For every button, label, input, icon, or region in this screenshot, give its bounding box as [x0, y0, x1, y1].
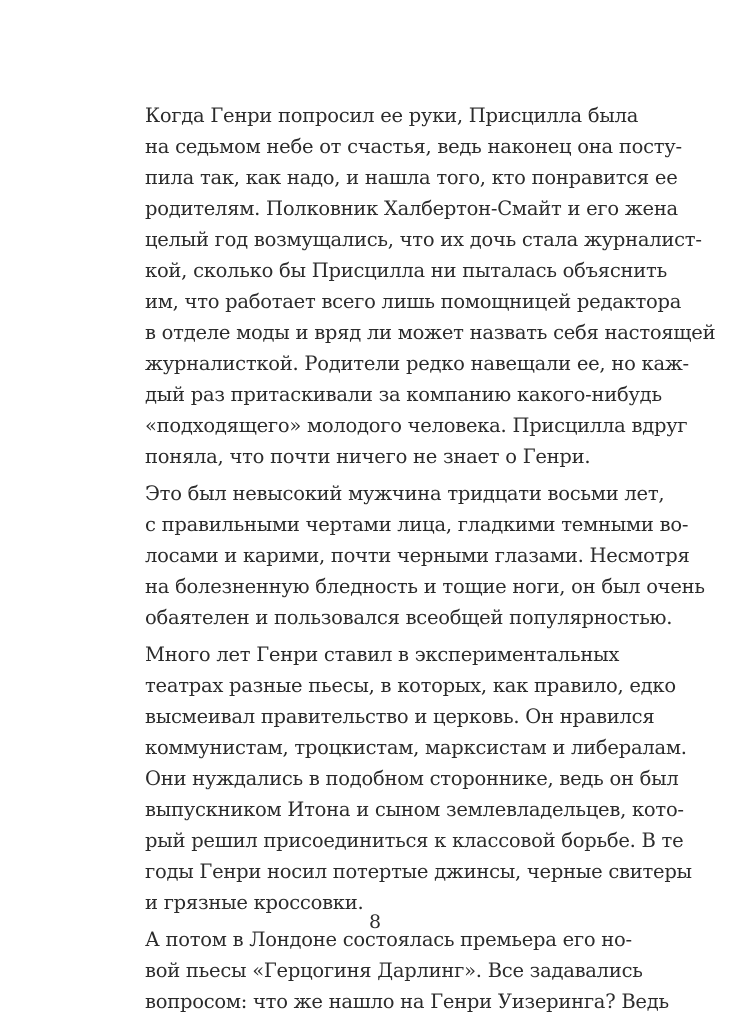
paragraph — [145, 100, 716, 472]
text-line: пила так, как надо, и нашла того, кто понравится ее — [145, 166, 678, 189]
text-line: Это был невысокий мужчина тридцати восьми лет, — [145, 482, 665, 505]
text-line: рый решил присоединиться к классовой борьбе. В те — [145, 829, 684, 852]
text-line: с правильными чертами лица, гладкими темными во- — [145, 513, 689, 536]
text-line: им, что работает всего лишь помощницей редактора — [145, 290, 682, 313]
text-line: коммунистам, троцкистам, марксистам и либералам. — [145, 736, 687, 759]
text-line: на седьмом небе от счастья, ведь наконец она посту- — [145, 135, 682, 158]
text-line: годы Генри носил потертые джинсы, черные свитеры — [145, 860, 692, 883]
text-line: вопросом: что же нашло на Генри Уизеринга? Ведь — [145, 990, 669, 1013]
text-line: лосами и карими, почти черными глазами. Несмотря — [145, 544, 690, 567]
text-line: обаятелен и пользовался всеобщей популярностью. — [145, 606, 673, 629]
text-line: дый раз притаскивали за компанию какого-нибудь — [145, 383, 662, 406]
paragraph — [145, 478, 705, 633]
text-line: кой, сколько бы Присцилла ни пыталась объяснить — [145, 259, 667, 282]
text-line: поняла, что почти ничего не знает о Генри. — [145, 445, 591, 468]
paragraph — [145, 639, 692, 918]
text-line: А потом в Лондоне состоялась премьера его но- — [145, 928, 632, 951]
text-line: вой пьесы «Герцогиня Дарлинг». Все задавались — [145, 959, 643, 982]
paragraph — [145, 924, 669, 1017]
text-line: театрах разные пьесы, в которых, как правило, едко — [145, 674, 676, 697]
text-line: «подходящего» молодого человека. Присцилла вдруг — [145, 414, 688, 437]
text-line: родителям. Полковник Халбертон-Смайт и его жена — [145, 197, 678, 220]
text-line: выпускником Итона и сыном землевладельцев, кото- — [145, 798, 684, 821]
text-line: журналисткой. Родители редко навещали ее, но каж- — [145, 352, 689, 375]
text-line: на болезненную бледность и тощие ноги, он был очень — [145, 575, 705, 598]
text-line: целый год возмущались, что их дочь стала журналист- — [145, 228, 702, 251]
text-line: высмеивал правительство и церковь. Он нравился — [145, 705, 655, 728]
page-number: 8 — [368, 911, 382, 933]
text-line: и грязные кроссовки. — [145, 891, 364, 914]
body-text — [145, 100, 716, 1017]
text-line: в отделе моды и вряд ли может назвать себя настоящей — [145, 321, 716, 344]
text-line: Когда Генри попросил ее руки, Присцилла была — [145, 104, 639, 127]
text-line: Много лет Генри ставил в экспериментальных — [145, 643, 620, 666]
text-line: Они нуждались в подобном стороннике, ведь он был — [145, 767, 679, 790]
